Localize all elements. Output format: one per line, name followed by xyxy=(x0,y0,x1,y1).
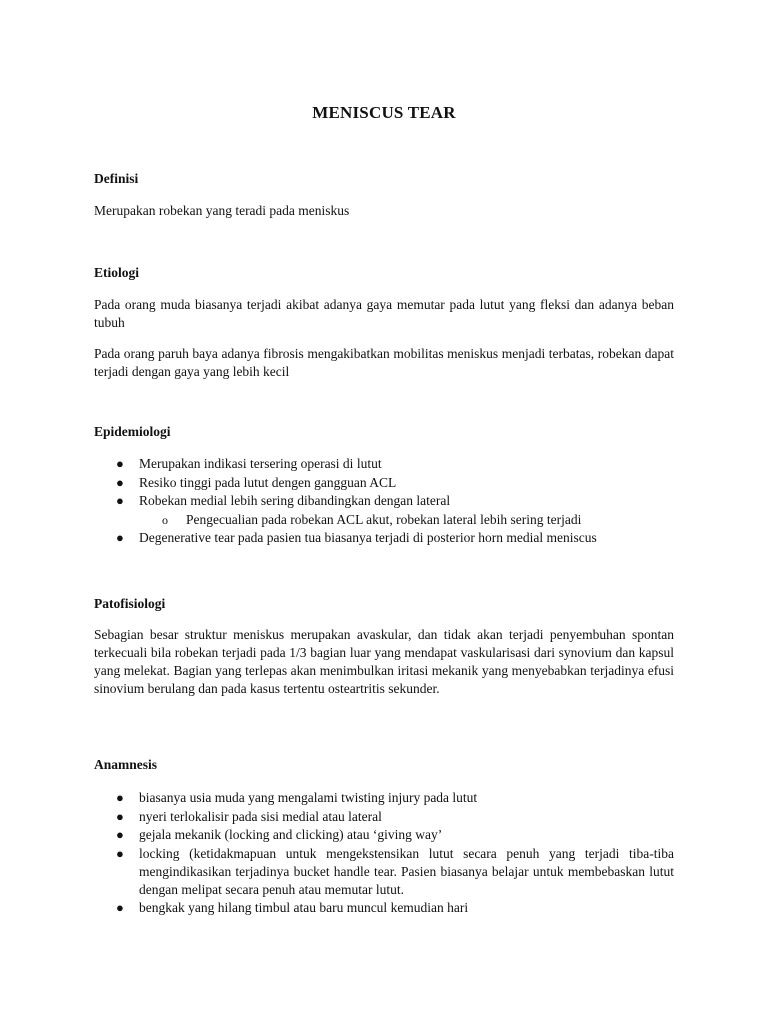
list-item: ● nyeri terlokalisir pada sisi medial atau lateral xyxy=(94,808,674,827)
document-title: MENISCUS TEAR xyxy=(312,103,456,122)
bullet-icon: ● xyxy=(116,456,124,471)
bullet-icon: ● xyxy=(116,493,124,509)
list-item: ● locking (ketidakmapuan untuk mengekstensikan lutut secara penuh yang terjadi tiba-tiba mengindikasikan terjadinya bucket handle tear. Pasien biasanya belajar untuk membebaskan lutut dengan melipat secara penuh atau memutar lutut. xyxy=(116,845,674,897)
bullet-icon: ● xyxy=(116,530,124,546)
heading-patofisiologi: Patofisiologi xyxy=(94,596,166,611)
bullet-icon: ● xyxy=(116,827,124,843)
epidemiologi-list xyxy=(94,455,674,548)
list-item: ● biasanya usia muda yang mengalami twisting injury pada lutut xyxy=(94,789,674,808)
heading-epidemiologi: Epidemiologi xyxy=(94,424,171,439)
list-item: ● Merupakan indikasi tersering operasi di lutut xyxy=(94,455,674,474)
bullet-icon: ● xyxy=(116,808,124,824)
heading-definisi: Definisi xyxy=(94,171,139,186)
heading-anamnesis: Anamnesis xyxy=(94,757,158,772)
etiologi-paragraph-1: Pada orang muda biasanya terjadi akibat adanya gaya memutar pada lutut yang fleksi dan adanya beban tubuh xyxy=(94,297,674,330)
heading-etiologi: Etiologi xyxy=(94,265,140,280)
patofisiologi-text: Sebagian besar struktur meniskus merupakan avaskular, dan tidak akan terjadi penyembuhan spontan terkecuali bila robekan terjadi pada 1/3 bagian luar yang mendapat vaskularisasi dari synovium dan kapsul yang melekat. Bagian yang terlepas akan menimbulkan iritasi mekanik yang menyebabkan terjadinya efusi sinovium berulang dan pada kasus tertentu osteartritis sekunder. xyxy=(94,627,674,696)
anamnesis-list xyxy=(94,789,674,917)
etiologi-paragraph-2: Pada orang paruh baya adanya fibrosis mengakibatkan mobilitas meniskus menjadi terbatas, robekan dapat terjadi dengan gaya yang lebih kecil xyxy=(94,346,674,379)
circle-bullet-icon: o xyxy=(162,512,168,527)
sub-list-item: o Pengecualian pada robekan ACL akut, robekan lateral lebih sering terjadi xyxy=(94,511,674,530)
bullet-icon: ● xyxy=(116,899,124,915)
definisi-text: Merupakan robekan yang teradi pada meniskus xyxy=(94,203,350,218)
bullet-icon: ● xyxy=(116,845,124,861)
list-item: ● gejala mekanik (locking and clicking) atau ‘giving way’ xyxy=(94,826,674,845)
list-item: ● bengkak yang hilang timbul atau baru muncul kemudian hari xyxy=(94,899,674,918)
bullet-icon: ● xyxy=(116,790,124,805)
list-item: ● Robekan medial lebih sering dibandingkan dengan lateral xyxy=(94,492,674,511)
list-item: ● Resiko tinggi pada lutut dengen gangguan ACL xyxy=(94,474,674,493)
list-item: ● Degenerative tear pada pasien tua biasanya terjadi di posterior horn medial meniscus xyxy=(94,529,674,548)
bullet-icon: ● xyxy=(116,474,124,490)
